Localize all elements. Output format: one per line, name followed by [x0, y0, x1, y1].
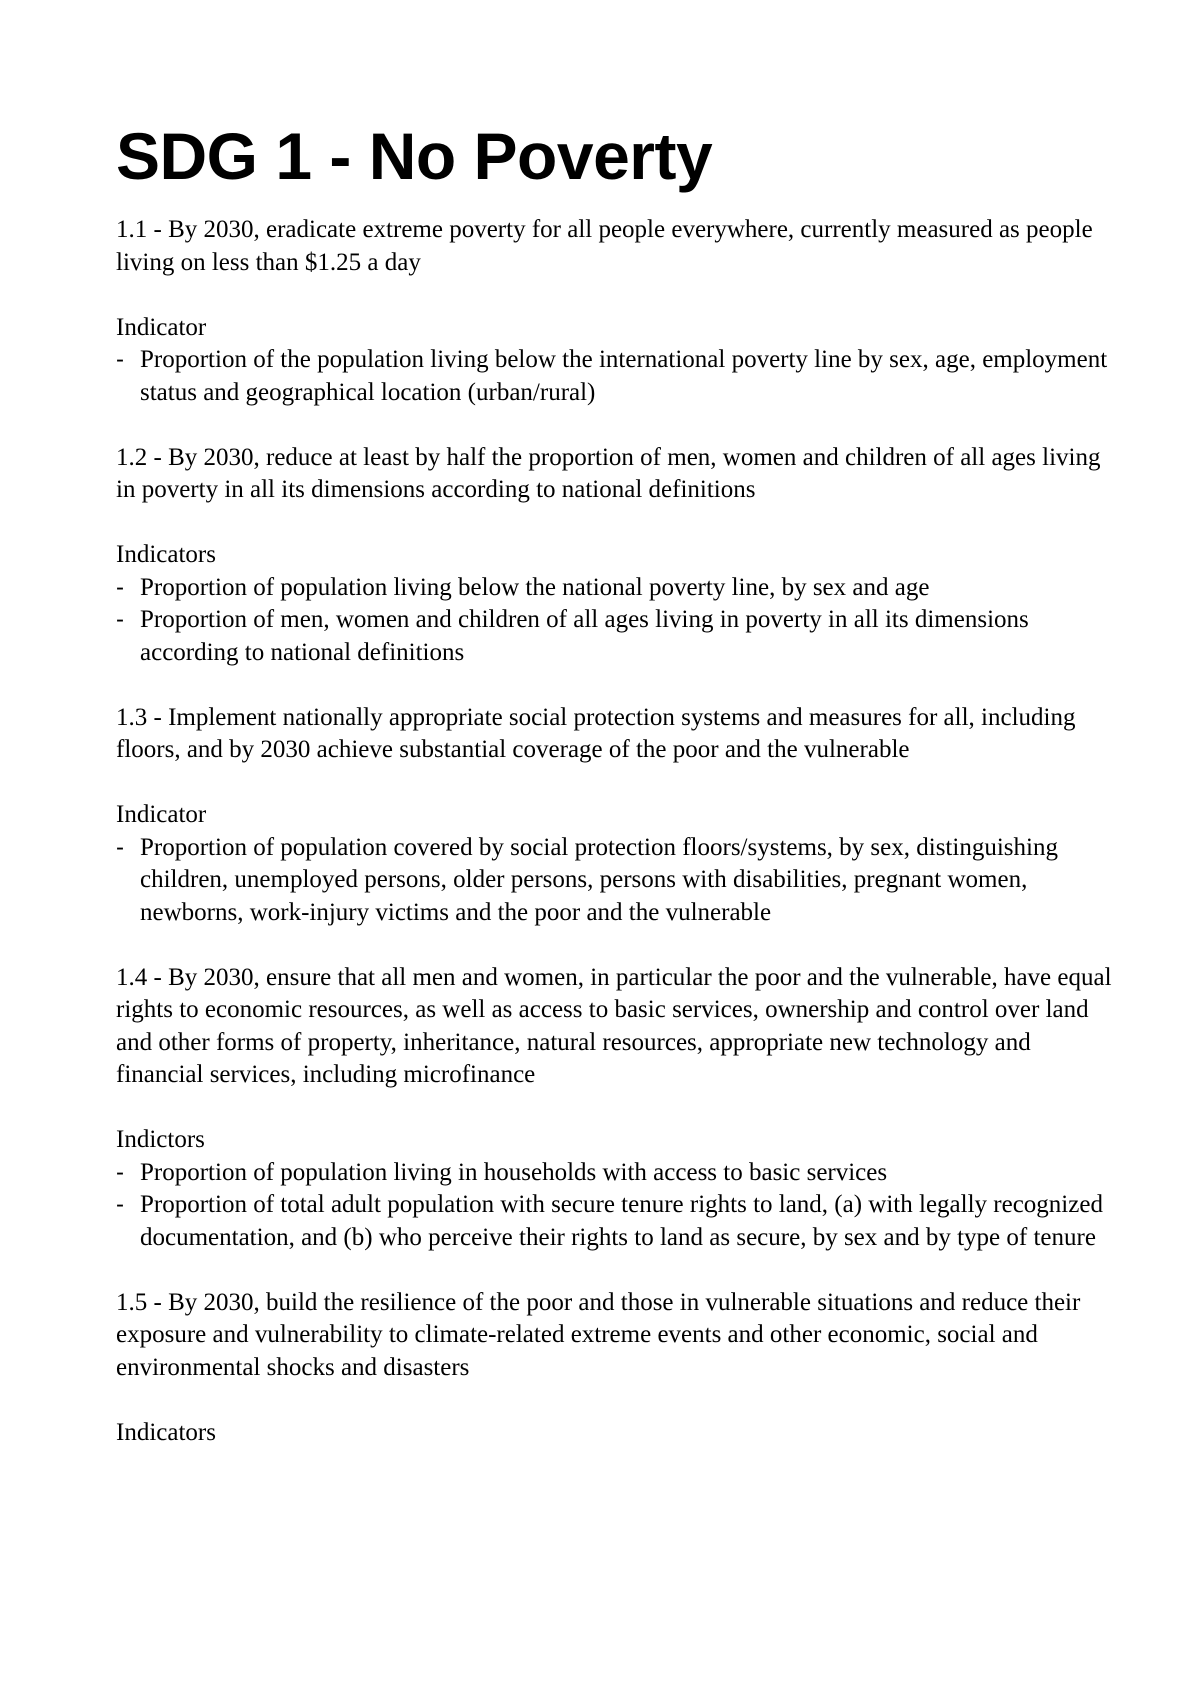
indicator-label: Indicator — [116, 313, 207, 341]
indicator-text: Proportion of population covered by social protection floors/systems, by sex, distinguishing children, unemployed persons, older persons, persons with disabilities, pregnant women, newborns, work-injury victims and the poor and the vulnerable — [140, 833, 1058, 926]
target-text: 1.3 - Implement nationally appropriate social protection systems and measures for all, including floors, and by 2030 achieve substantial coverage of the poor and the vulnerable — [116, 703, 1076, 763]
dash-bullet: - — [116, 606, 124, 633]
indicator-list — [116, 1157, 1116, 1255]
target-section-1-4 — [116, 962, 1116, 1255]
page-title: SDG 1 - No Poverty — [116, 119, 713, 193]
dash-bullet: - — [116, 573, 124, 601]
indicator-item — [116, 604, 1116, 669]
dash-bullet: - — [116, 1191, 124, 1218]
target-text: 1.5 - By 2030, build the resilience of the poor and those in vulnerable situations and reduce their exposure and vulnerability to climate-related extreme events and other economic, social and environmental shocks and disasters — [116, 1288, 1081, 1381]
target-section-1-1 — [116, 214, 1116, 409]
dash-bullet: - — [116, 1158, 124, 1186]
indicator-item — [116, 1157, 1116, 1190]
indicator-text: Proportion of population living below the national poverty line, by sex and age — [140, 573, 930, 601]
indicator-text: Proportion of total adult population with secure tenure rights to land, (a) with legally recognized documentation, and (b) who perceive their rights to land as secure, by sex and by type of tenure — [140, 1191, 1103, 1251]
dash-bullet: - — [116, 833, 124, 861]
indicator-list — [116, 572, 1116, 670]
target-section-1-2 — [116, 442, 1116, 670]
indicator-label: Indictors — [116, 1126, 205, 1153]
target-section-1-3 — [116, 702, 1116, 930]
indicator-label: Indicator — [116, 801, 207, 828]
indicator-label: Indicators — [116, 541, 216, 568]
indicator-item — [116, 572, 1116, 605]
dash-bullet: - — [116, 346, 124, 373]
indicator-text: Proportion of population living in households with access to basic services — [140, 1158, 888, 1186]
indicator-item — [116, 344, 1116, 409]
indicator-text: Proportion of the population living below the international poverty line by sex, age, employment status and geographical location (urban/rural) — [140, 346, 1108, 406]
target-text: 1.1 - By 2030, eradicate extreme poverty for all people everywhere, currently measured as people living on less than $1.25 a day — [116, 216, 1093, 276]
indicator-item — [116, 832, 1116, 930]
indicator-list — [116, 832, 1116, 930]
indicator-item — [116, 1189, 1116, 1254]
target-section-1-5 — [116, 1287, 1116, 1450]
indicator-list — [116, 344, 1116, 409]
target-text: 1.4 - By 2030, ensure that all men and women, in particular the poor and the vulnerable, have equal rights to economic resources, as well as access to basic services, ownership and control over land and other forms of property, inheritance, natural resources, appropriate new technology and financial services, including microfinance — [116, 963, 1112, 1088]
indicator-label: Indicators — [116, 1418, 216, 1446]
target-text: 1.2 - By 2030, reduce at least by half the proportion of men, women and children of all ages living in poverty in all its dimensions according to national definitions — [116, 443, 1101, 503]
document-body — [116, 214, 1116, 1449]
indicator-text: Proportion of men, women and children of all ages living in poverty in all its dimensions according to national definitions — [140, 606, 1029, 666]
